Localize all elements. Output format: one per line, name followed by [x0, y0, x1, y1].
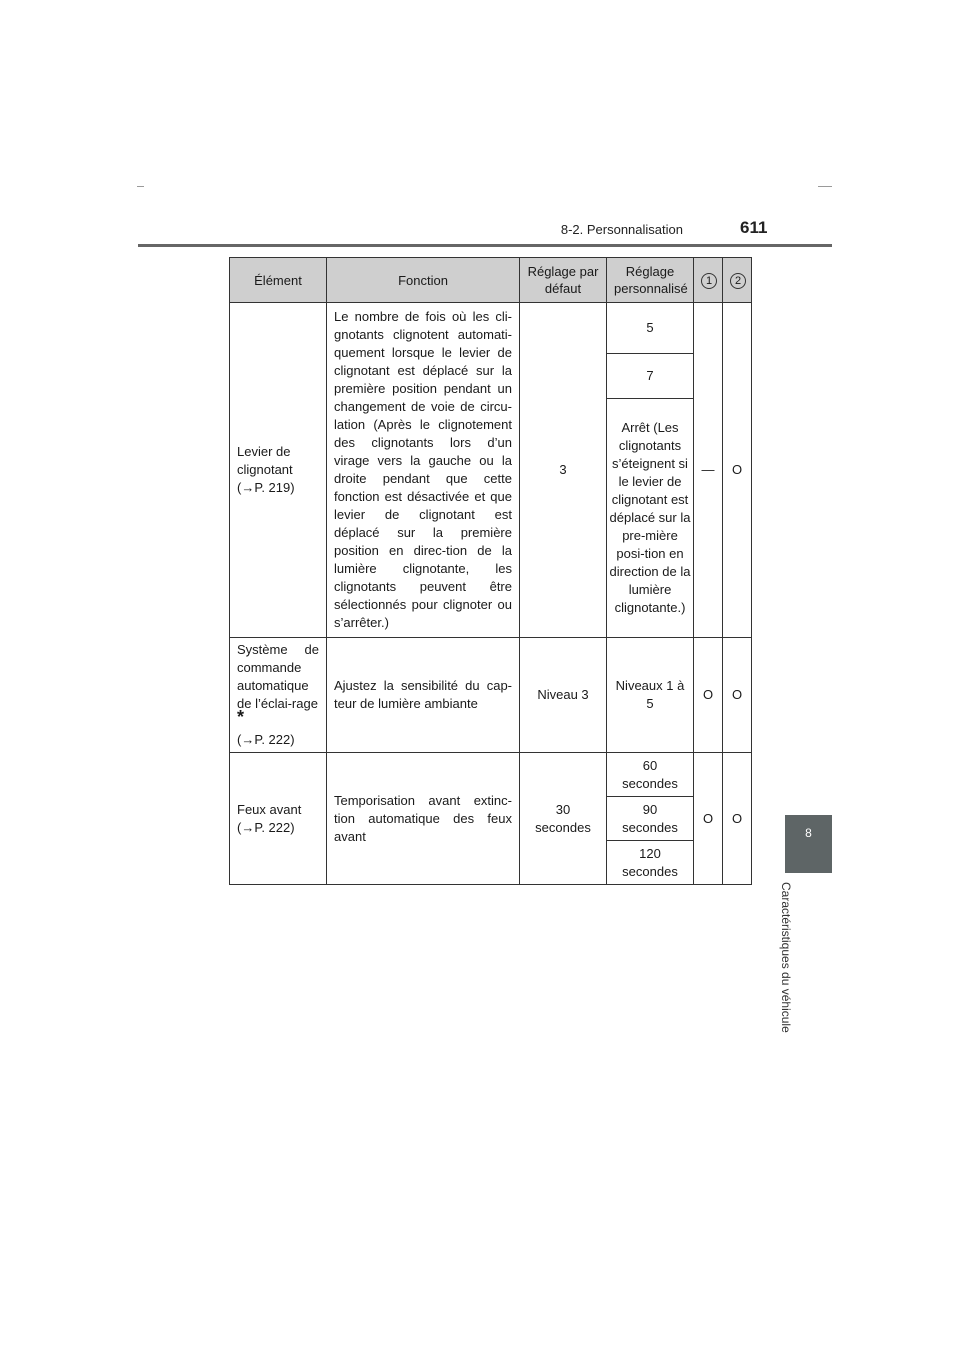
table-row	[230, 638, 752, 753]
function-cell: Le nombre de fois où les cli-gnotants clignotent automati-quement lorsque le levier de clignotant est déplacé sur la première position pendant un changement de voie de circu-lation (Après le clignotement des clignotants lors d’un virage vers la gauche ou la droite pendant que cette fonction est désactivée et que levier de clignotant est déplacé sur la première position en direc-tion de la lumière clignotante, les clignotants peuvent être sélectionnés pour clignoter ou s’arrêter.)	[327, 303, 520, 638]
chapter-tab	[785, 815, 832, 873]
table-row	[230, 303, 752, 354]
chapter-number: 8	[805, 826, 812, 840]
element-cell: Feux avant (→P. 222)	[230, 753, 327, 885]
custom-value-cell: 120 secondes	[607, 841, 694, 885]
custom-value-cell: Arrêt (Les clignotants s’éteignent si le levier de clignotant est déplacé sur la pre-mière posi-tion en direction de la lumière clignotante.)	[607, 399, 694, 638]
customization-table	[229, 257, 752, 885]
custom-value-cell: 7	[607, 353, 694, 399]
custom-value-cell: 90 secondes	[607, 797, 694, 841]
element-cell: Levier de clignotant (→P. 219)	[230, 303, 327, 638]
col2-cell: O	[723, 753, 752, 885]
custom-value-cell: 60 secondes	[607, 753, 694, 797]
col1-cell: O	[694, 753, 723, 885]
header-col2	[723, 258, 752, 303]
section-title: 8-2. Personnalisation	[560, 222, 683, 237]
col2-cell: O	[723, 638, 752, 753]
chapter-title: Caractéristiques du véhicule	[779, 882, 793, 1033]
col1-cell: —	[694, 303, 723, 638]
chapter-title-container	[779, 882, 809, 1102]
crop-mark-right	[818, 186, 832, 187]
default-cell: 30 secondes	[520, 753, 607, 885]
col1-cell: O	[694, 638, 723, 753]
table-header-row	[230, 258, 752, 303]
page-number: 611	[740, 218, 768, 237]
custom-value-cell: Niveaux 1 à 5	[607, 638, 694, 753]
crop-mark-left	[137, 186, 144, 187]
custom-value-cell: 5	[607, 303, 694, 354]
element-reference: (→P. 222)	[237, 732, 295, 747]
table-row	[230, 753, 752, 797]
asterisk-mark: *	[237, 707, 245, 727]
header-rule	[138, 244, 832, 247]
header-default: Réglage par défaut	[520, 258, 607, 303]
circled-number-1: 1	[701, 273, 717, 289]
default-cell: Niveau 3	[520, 638, 607, 753]
header-element: Élément	[230, 258, 327, 303]
default-cell: 3	[520, 303, 607, 638]
header-function: Fonction	[327, 258, 520, 303]
header-col1	[694, 258, 723, 303]
col2-cell: O	[723, 303, 752, 638]
header-custom: Réglage personnalisé	[607, 258, 694, 303]
element-label: Système de commande automatique de l’éclai-rage	[237, 642, 319, 711]
circled-number-2: 2	[730, 273, 746, 289]
function-cell: Temporisation avant extinc-tion automatique des feux avant	[327, 753, 520, 885]
function-cell: Ajustez la sensibilité du cap-teur de lumière ambiante	[327, 638, 520, 753]
element-cell	[230, 638, 327, 753]
